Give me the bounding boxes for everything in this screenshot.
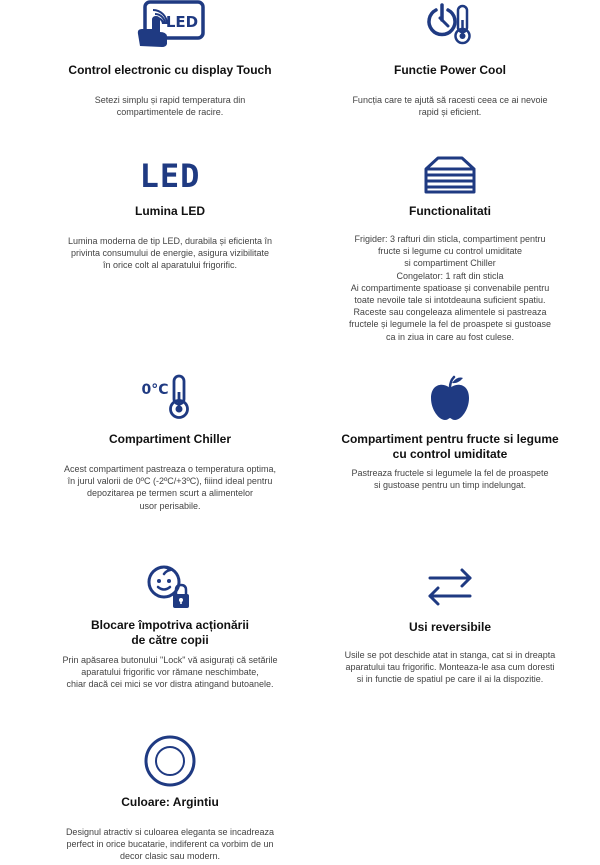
feature-description: Setezi simplu și rapid temperatura din compartimentele de racire. bbox=[94, 95, 246, 118]
feature-title: Usi reversibile bbox=[408, 620, 492, 634]
feature-description: Lumina moderna de tip LED, durabila și eficienta în privinta consumului de energie, asigura vizibilitate în orice colt al aparatului frigorific. bbox=[67, 236, 273, 271]
shelves-icon bbox=[420, 156, 480, 194]
feature-title: Functionalitati bbox=[409, 204, 491, 218]
thermometer-zero-icon bbox=[140, 374, 200, 420]
feature-child-lock bbox=[20, 562, 320, 691]
feature-description: Pastreaza fructele si legumele la fel de proaspete si gustoase pentru un timp indelungat. bbox=[351, 468, 549, 491]
led-digits-icon bbox=[135, 156, 205, 192]
feature-title: Blocare împotriva acționării de către copii bbox=[90, 618, 250, 647]
feature-functionalities bbox=[300, 156, 600, 343]
feature-title: Functie Power Cool bbox=[393, 63, 506, 77]
feature-description: Acest compartiment pastreaza o temperatura optima, în jurul valorii de 0ºC (-2ºC/+3ºC), fiiind ideal pentru depozitarea pe termen scurt a alimentelor usor perisabile. bbox=[63, 464, 277, 511]
svg-text:0°C: 0°C bbox=[141, 382, 169, 398]
child-lock-icon bbox=[140, 562, 200, 610]
feature-chiller bbox=[20, 374, 320, 512]
feature-description: Designul atractiv si culoarea eleganta se incadreaza perfect in orice bucatarie, indiferent ca vorbim de un decor clasic sau modern. bbox=[65, 827, 275, 862]
feature-title: Culoare: Argintiu bbox=[121, 795, 219, 809]
apple-icon bbox=[425, 374, 475, 422]
svg-text:LED: LED bbox=[165, 13, 199, 31]
color-circle-icon bbox=[140, 735, 200, 787]
feature-title: Compartiment Chiller bbox=[108, 432, 231, 446]
feature-color bbox=[20, 735, 320, 863]
feature-description: Funcția care te ajută să racesti ceea ce ai nevoie rapid și eficient. bbox=[352, 95, 548, 118]
feature-description: Frigider: 3 rafturi din sticla, compartiment pentru fructe si legume cu control umiditate si compartiment Chiller Congelator: 1 raft din sticla Ai compartimente spatioase și convenabile pentru toate nevoile tale si intotdeauna suficient spatiu. Raceste sau congeleaza alimentele si pastreaza fructele și legumele la fel de proaspete si gustoase ca in ziua in care au fost culese. bbox=[348, 234, 552, 342]
touch-led-icon bbox=[130, 0, 210, 48]
feature-title: Control electronic cu display Touch bbox=[68, 63, 272, 77]
feature-led-light bbox=[20, 156, 320, 272]
feature-description: Usile se pot deschide atat in stanga, cat si in dreapta aparatului tau frigorific. Monteaza-le asa cum doresti si in functie de spatiul pe care il ai la dispozitie. bbox=[344, 650, 556, 685]
svg-text:LED: LED bbox=[139, 157, 201, 192]
power-cool-icon bbox=[420, 0, 480, 48]
feature-description: Prin apăsarea butonului "Lock" vă asigurați că setările aparatului frigorific vor rămane neschimbate, chiar dacă cei mici se vor distra atingand butoanele. bbox=[62, 655, 278, 690]
feature-power-cool bbox=[300, 0, 600, 118]
reversible-arrows-icon bbox=[420, 562, 480, 610]
feature-fruit-compartment bbox=[300, 374, 600, 491]
feature-touch-control bbox=[20, 0, 320, 118]
feature-reversible-doors bbox=[300, 562, 600, 686]
feature-title: Lumina LED bbox=[134, 204, 205, 218]
feature-title: Compartiment pentru fructe si legume cu control umiditate bbox=[341, 432, 559, 461]
